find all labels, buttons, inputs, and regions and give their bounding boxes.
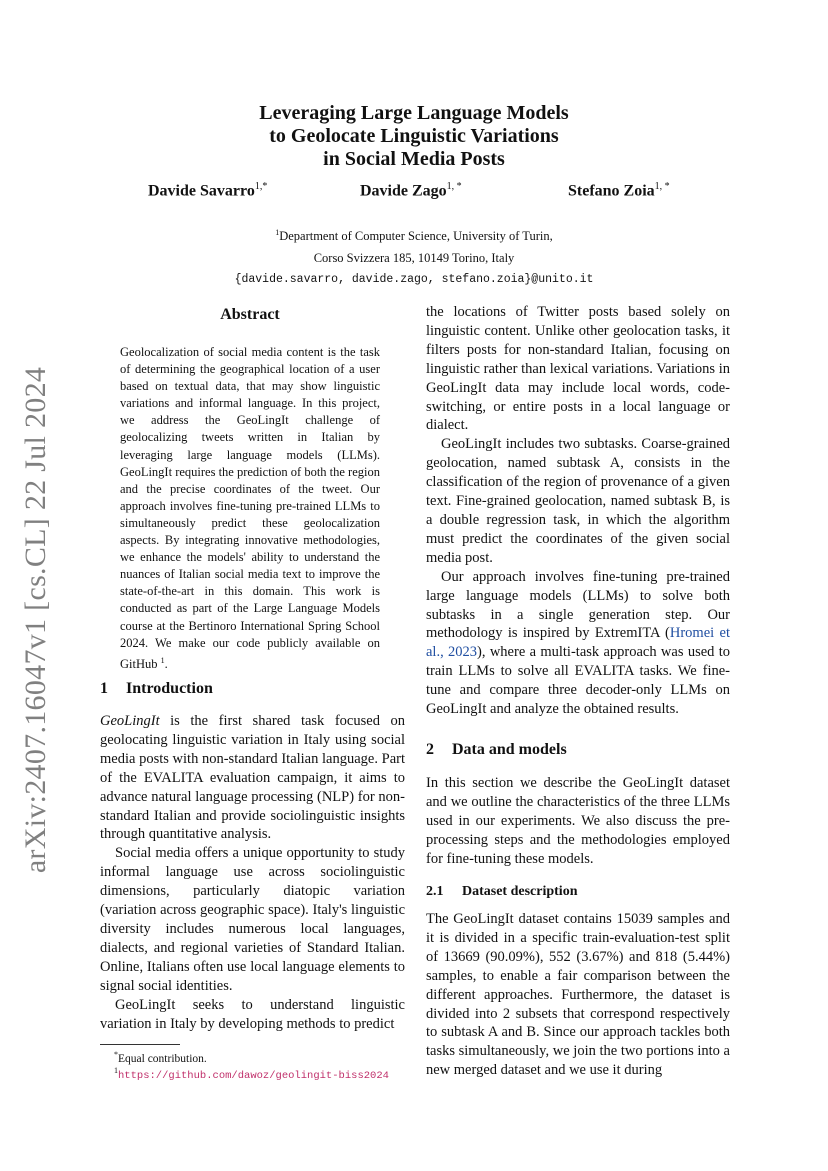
- subsection-heading-dataset: 2.1 Dataset description: [426, 884, 578, 899]
- author-1: Davide Savarro$^{1,*}$: [148, 181, 268, 200]
- footnote-ref: 1: [160, 655, 165, 665]
- citation-hromei[interactable]: Hromei et al., 2023: [426, 625, 730, 661]
- paper-title: [0, 102, 828, 171]
- footnote-rule: [100, 1044, 180, 1045]
- dataset-body: The GeoLingIt dataset contains 15039 samples and it is divided in a specific train-evaluation-test split of 13669 (90.09%), 552 (3.67%) and 818 (5.44%) samples, to enable a fair comparison between the different approaches. Furthermore, the dataset is divided into 2 subsets that correspond respectively to subtask A and B. Since our approach tackles both tasks simultaneously, we join the two portions into a new merged dataset and we use it during: [426, 911, 730, 1079]
- abstract-heading: Abstract: [220, 306, 280, 323]
- section-heading-introduction: 1 Introduction: [100, 680, 213, 697]
- footnote-equal-contribution: *Equal contribution.: [114, 1050, 207, 1065]
- github-link[interactable]: https://github.com/dawoz/geolingit-biss2024: [118, 1069, 389, 1082]
- arxiv-stamp-text: arXiv:2407.16047v1 [cs.CL] 22 Jul 2024: [19, 366, 52, 874]
- footnote-github: $^1$https://github.com/dawoz/geolingit-biss2024: [114, 1066, 389, 1082]
- right-column-intro: the locations of Twitter posts based solely on linguistic content. Unlike other geolocation tasks, it filters posts for non-standard Italian, focusing on linguistic rather than lexical variations. Variations in GeoLingIt data may include local words, code-switching, or entire posts in a local language or dialect. GeoLingIt includes two subtasks. Coarse-grained geolocation, named subtask A, consists in the classification of the region of provenance of a given text. Fine-grained geolocation, named subtask B, is a double regression task, in which the algorithm must predict the coordinates of the given social media post. Our approach involves fine-tuning pre-trained large language models (LLMs) to solve both subtasks in a single generation step. Our methodology is inspired by ExtremITA (Hromei et al., 2023), where a multi-task approach was used to train LLMs to solve all EVALITA tasks. We fine-tune and compare three decoder-only LLMs on GeoLingIt and analyze the obtained results.: [426, 304, 730, 718]
- author-emails: {davide.savarro, davide.zago, stefano.zoia}@unito.it: [234, 273, 594, 287]
- abstract-body: Geolocalization of social media content is the task of determining the geographical location of a user based on textual data, that may show linguistic variations and informal language. In this project, we address the GeoLingIt challenge of geolocalizing tweets written in Italian by leveraging large language models (LLMs). GeoLingIt requires the prediction of both the region and the precise coordinates of the tweet. Our approach involves fine-tuning pre-trained LLMs to simultaneously predict these geolocalization aspects. By integrating innovative methodologies, we enhance the models' ability to understand the nuances of Italian social media text to improve the state-of-the-art in this domain. This work is conducted as part of the Large Language Models course at the Bertinoro International Spring School 2024. We make our code publicly available on GitHub $^1$.: [120, 345, 380, 671]
- introduction-body: GeoLingIt is the first shared task focused on geolocating linguistic variation in Italy using social media posts with non-standard Italian language. Part of the EVALITA evaluation campaign, it aims to advance natural language processing (NLP) for non-standard Italian and provide sociolinguistic insights through quantitative analysis. Social media offers a unique opportunity to study informal language use across sociolinguistic dimensions, particularly diatopic variation (variation across geographic space). Italy's linguistic diversity includes numerous local languages, dialects, and regional varieties of Standard Italian. Online, Italians often use local language elements to signal social identities. GeoLingIt seeks to understand linguistic variation in Italy by developing methods to predict: [100, 713, 405, 1032]
- author-2: Davide Zago$^{1, *}$: [360, 181, 462, 200]
- section-heading-data-models: 2 Data and models: [426, 741, 567, 758]
- affiliation: $^1$Department of Computer Science, University of Turin, Corso Svizzera 185, 10149 Torino, Italy {davide.savarro, davide.zago, stefano.zoia}@unito.it: [0, 222, 828, 291]
- title-line-2: to Geolocate Linguistic Variations: [269, 125, 559, 147]
- title-line-3: in Social Media Posts: [323, 148, 505, 170]
- data-models-body: In this section we describe the GeoLingIt dataset and we outline the characteristics of the three LLMs used in our experiments. We also discuss the pre-processing steps and the methodologies employed for fine-tuning these models.: [426, 775, 730, 867]
- arxiv-stamp: [12, 366, 60, 874]
- title-line-1: Leveraging Large Language Models: [259, 102, 569, 124]
- author-3: Stefano Zoia$^{1, *}$: [568, 181, 670, 200]
